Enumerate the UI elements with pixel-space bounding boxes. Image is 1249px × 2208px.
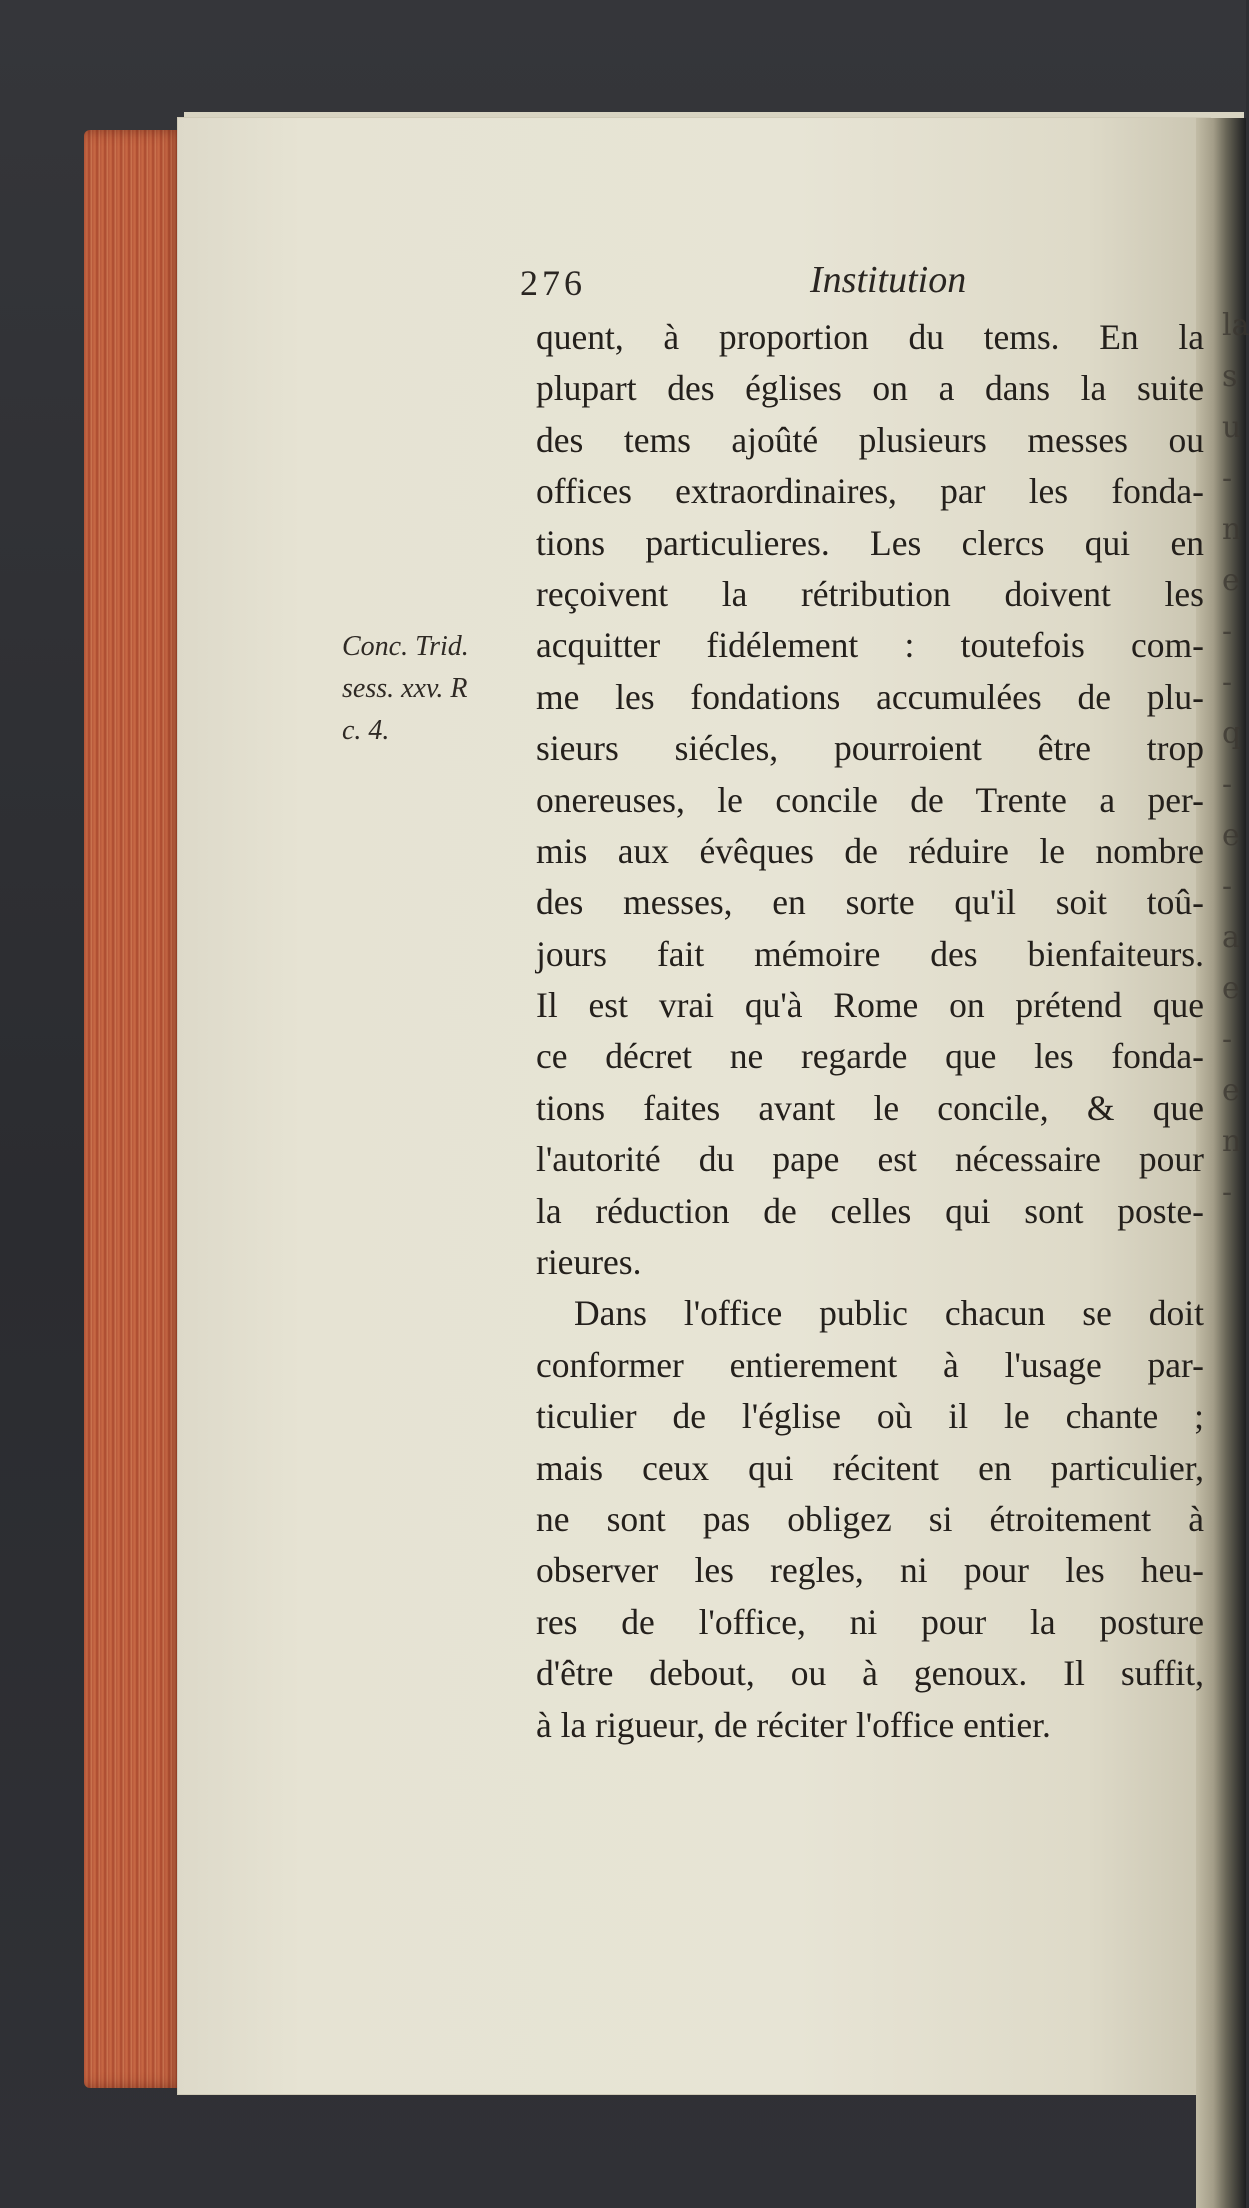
text-line: d'être debout, ou à genoux. Il suffit, bbox=[536, 1653, 1204, 1694]
facing-page-glyph: e bbox=[1222, 971, 1240, 1006]
facing-page-glyph: la bbox=[1222, 308, 1249, 343]
text-line: ticulier de l'église où il le chante ; bbox=[536, 1396, 1204, 1437]
facing-page-glyph: - bbox=[1222, 1175, 1233, 1210]
facing-page-glyph: - bbox=[1222, 869, 1233, 904]
page-number: 276 bbox=[520, 263, 586, 303]
text-line: à la rigueur, de réciter l'office entier. bbox=[536, 1704, 1051, 1745]
text-line: mis aux évêques de réduire le nombre bbox=[536, 830, 1204, 871]
text-line: l'autorité du pape est nécessaire pour bbox=[536, 1139, 1204, 1180]
text-line: des messes, en sorte qu'il soit toû- bbox=[536, 882, 1204, 923]
text-line: tions faites avant le concile, & que bbox=[536, 1087, 1204, 1128]
text-line: conformer entierement à l'usage par- bbox=[536, 1344, 1204, 1385]
marginal-note bbox=[342, 626, 532, 752]
facing-page-glyph: e bbox=[1222, 563, 1240, 598]
text-line: Dans l'office public chacun se doit bbox=[574, 1293, 1204, 1334]
marginal-note-line: sess. xxv. R bbox=[342, 673, 468, 704]
facing-page-glyph: - bbox=[1222, 665, 1233, 700]
text-line: rieures. bbox=[536, 1242, 642, 1283]
text-line: res de l'office, ni pour la posture bbox=[536, 1601, 1204, 1642]
text-line: offices extraordinaires, par les fonda- bbox=[536, 471, 1204, 512]
text-line: onereuses, le concile de Trente a per- bbox=[536, 779, 1204, 820]
text-line: me les fondations accumulées de plu- bbox=[536, 676, 1204, 717]
text-line: sieurs siécles, pourroient être trop bbox=[536, 728, 1204, 769]
text-line: tions particulieres. Les clercs qui en bbox=[536, 522, 1204, 563]
text-line: la réduction de celles qui sont poste- bbox=[536, 1190, 1204, 1231]
text-line: des tems ajoûté plusieurs messes ou bbox=[536, 419, 1204, 460]
facing-page-glyph: - bbox=[1222, 614, 1233, 649]
facing-page-glyph: e bbox=[1222, 818, 1240, 853]
running-title: Institution bbox=[810, 259, 967, 301]
facing-page-glyph: a bbox=[1222, 920, 1240, 955]
text-line: quent, à proportion du tems. En la bbox=[536, 317, 1204, 357]
text-line: reçoivent la rétribution doivent les bbox=[536, 573, 1204, 614]
text-line: plupart des églises on a dans la suite bbox=[536, 368, 1204, 409]
text-line: ce décret ne regarde que les fonda- bbox=[536, 1036, 1204, 1077]
page-edges bbox=[84, 130, 184, 2088]
text-line: Il est vrai qu'à Rome on prétend que bbox=[536, 985, 1204, 1026]
marginal-note-line: Conc. Trid. bbox=[342, 631, 469, 662]
page-header bbox=[520, 259, 967, 304]
facing-page-glyph: n bbox=[1222, 1124, 1242, 1159]
text-line: jours fait mémoire des bienfaiteurs. bbox=[536, 933, 1204, 974]
marginal-note-line: c. 4. bbox=[342, 715, 390, 746]
text-line: ne sont pas obligez si étroitement à bbox=[536, 1498, 1204, 1539]
facing-page-glyph: - bbox=[1222, 461, 1233, 496]
text-line: observer les regles, ni pour les heu- bbox=[536, 1550, 1204, 1591]
facing-page-glyph: q bbox=[1222, 716, 1242, 751]
facing-page-glyph: u bbox=[1222, 410, 1242, 445]
text-line: mais ceux qui récitent en particulier, bbox=[536, 1447, 1204, 1488]
facing-page-glyph: e bbox=[1222, 1073, 1240, 1108]
facing-page-glyph: - bbox=[1222, 767, 1233, 802]
facing-page-glyph: s bbox=[1222, 359, 1238, 394]
body-text bbox=[536, 312, 1204, 1751]
text-line: acquitter fidélement : toutefois com- bbox=[536, 625, 1204, 666]
facing-page-glyph: n bbox=[1222, 512, 1242, 547]
facing-page-fragment bbox=[1222, 300, 1249, 1760]
facing-page-glyph: - bbox=[1222, 1022, 1233, 1057]
